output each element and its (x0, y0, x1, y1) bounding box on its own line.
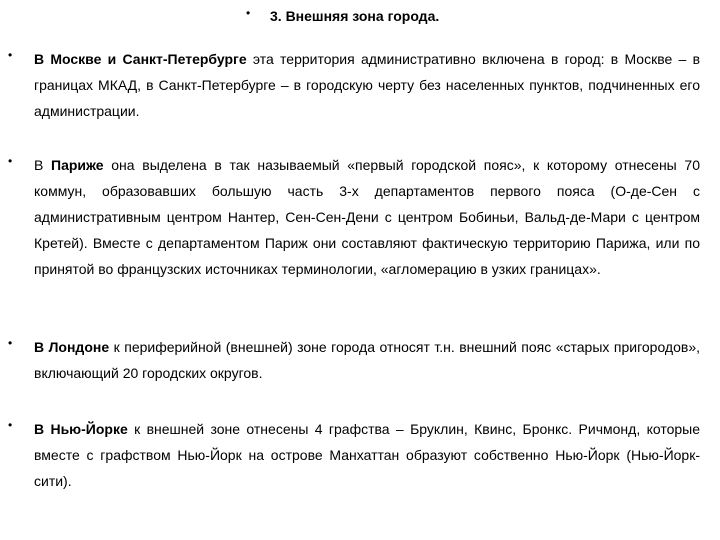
lead-london: В Лондоне (34, 339, 110, 355)
lead-newyork: В Нью-Йорке (34, 421, 128, 437)
bullet-marker: • (8, 336, 13, 350)
text-paris: она выделена в так называемый «первый городской пояс», к которому отнесены 70 коммун, образовавших большую часть 3-х департаментов первого пояса (О-де-Сен с административным центром Нантер, Сен-Сен-Дени с центром Бобиньи, Вальд-де-Мари с центром Кретей). Вместе с департаментом Париж они составляют фактическую территорию Парижа, или по принятой во французских источниках терминологии, «агломерацию в узких границах». (34, 157, 700, 277)
paragraph-london (34, 334, 700, 386)
lead-paris: Париже (51, 157, 104, 173)
paragraph-moscow (34, 46, 700, 124)
prefix-paris: В (34, 157, 52, 173)
bullet-marker: • (8, 48, 13, 62)
lead-moscow: В Москве и Санкт-Петербурге (34, 51, 247, 67)
paragraph-paris (34, 152, 700, 282)
text-london: к периферийной (внешней) зоне города относят т.н. внешний пояс «старых пригородов», включающий 20 городских округов. (34, 339, 701, 381)
title-bullet: • (246, 6, 251, 20)
slide-title: 3. Внешняя зона города. (270, 8, 440, 24)
bullet-marker: • (8, 154, 13, 168)
paragraph-newyork (34, 416, 700, 494)
text-newyork: к внешней зоне отнесены 4 графства – Бруклин, Квинс, Бронкс. Ричмонд, которые вместе с графством Нью-Йорк на острове Манхаттан образуют собственно Нью-Йорк (Нью-Йорк-сити). (34, 421, 700, 489)
slide-title-row (246, 6, 439, 26)
text-moscow: эта территория административно включена в город: в Москве – в границах МКАД, в Санкт-Петербурге – в городскую черту без населенных пунктов, подчиненных его администрации. (34, 51, 701, 119)
bullet-marker: • (8, 418, 13, 432)
